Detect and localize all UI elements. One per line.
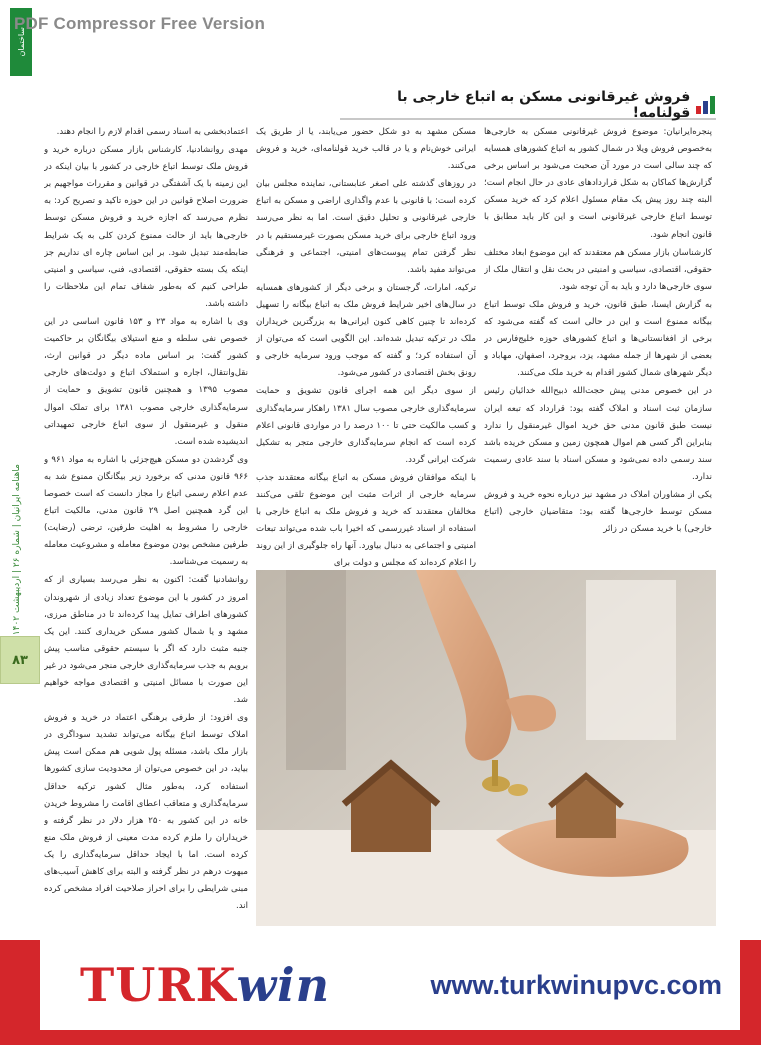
paragraph: روانشادنیا گفت: اکنون به نظر می‌رسد بسیاری از که امروز در کشور با این موضوع تعداد زیادی از شهروندان کشورهای اطراف تمایل پیدا کرده‌اند تا در مناطق مرزی، مشهد و یا شمال کشور مسکن خریداری کنند. این یک جنبه مثبت دارد که اگر با سیستم حقوقی مناسب پیش برویم به جذب سرمایه‌گذاری خارجی منجر می‌شود در غیر این صورت با مسائل امنیتی و اقتصادی مواجه خواهیم شد. xyxy=(44,575,248,706)
article-column-right xyxy=(484,124,712,582)
paragraph: کارشناسان بازار مسکن هم معتقدند که این موضوع ابعاد مختلف حقوقی، اقتصادی، سیاسی و امنیتی در بحث نقل و انتقال ملک از سوی خارجی‌ها دارد و باید به آن توجه شود. xyxy=(484,247,712,292)
paragraph: در روزهای گذشته علی اصغر عنابستانی، نماینده مجلس بیان کرده است: با قانونی با عدم واگذاری اراضی و مسکن به اتباع خارجی غیرقانونی و تحلیل دقیق است. اما به نظر می‌رسد ورود اتباع خارجی برای خرید مسکن بصورت غیرمستقیم با در نظر گرفتن تمام پیوست‌های امنیتی، اجتماعی و فرهنگی می‌تواند مفید باشد. xyxy=(256,179,476,275)
paragraph: اعتمادبخشی به اسناد رسمی اقدام لازم را انجام دهند. xyxy=(56,127,248,137)
watermark-text: PDF Compressor Free Version xyxy=(14,14,266,33)
paragraph: در این خصوص مدنی پیش حجت‌الله ذبیح‌الله خدائیان رئیس سازمان ثبت اسناد و املاک گفته بود: قرارداد که تبعه ایران نیست طبق قانون مدنی حق خرید اموال غیرمنقول را ندارد بنابراین اگر کسی هم اموال همچون زمین و مسکن خریده باشد سند رسمی داده نمی‌شود و مسکن اسناد با سند عادی رسمیت ندارد. xyxy=(484,386,712,482)
paragraph: وی با اشاره به مواد ۲۳ و ۱۵۳ قانون اساسی در این خصوص نفی سلطه و منع استیلای بیگانگان بر حاکمیت کشور گفت: بر اساس ماده دیگر در قوانین ارث، نقل‌وانتقال، اجاره و استملاک اتباع و دولت‌های خارجی مصوب ۱۳۹۵ و همچنین قانون تشویق و حمایت از سرمایه‌گذاری خارجی مصوب ۱۳۸۱ برای تملک اموال منقول و غیرمنقول از سوی اتباع خارجی تمهیداتی اندیشیده شده است. xyxy=(44,317,248,447)
article-title: فروش غیرقانونی مسکن به اتباع خارجی با قولنامه! xyxy=(397,89,691,121)
article-title-bar xyxy=(340,89,716,121)
paragraph: پنجره‌ایرانیان: موضوع فروش غیرقانونی مسکن به خارجی‌ها به‌خصوص فروش ویلا در شمال کشور به اتباع کشورهای همسایه که چند سالی است در مورد آن صحبت می‌شود بر اساس برخی گزارش‌ها کماکان به شکل قراردادهای عادی در حال انجام است؛ البته چند روز پیش یک مقام مسئول اعلام کرد که خرید مسکن توسط اتباع خارجی غیرقانونی است و این کار باید مطابق با قانون انجام شود. xyxy=(484,127,712,240)
advertiser-website-link[interactable]: www.turkwinupvc.com xyxy=(430,969,722,1000)
bar-chart-icon xyxy=(696,96,716,114)
paragraph: یکی از مشاوران املاک در مشهد نیز درباره نحوه خرید و فروش مسکن توسط خارجی‌ها گفته بود: متقاضیان خارجی (اتباع خارجی) با خرید مسکن در زائر xyxy=(484,489,712,535)
page-number: ۸۳ xyxy=(0,636,40,684)
paragraph: با اینکه موافقان فروش مسکن به اتباع بیگانه معتقدند جذب سرمایه خارجی از اثرات مثبت این موضوع تلقی می‌کنند مخالفان معتقدند که خرید و فروش ملک به اتباع خارجی با استفاده از اسناد غیررسمی که اخیرا باب شده می‌تواند تبعات امنیتی و اجتماعی به دنبال بیاورد. آنها راه جلوگیری از این روند را اعلام کرده‌اند که مجلس و دولت برای xyxy=(256,472,476,569)
paragraph: وی گرد‌شدن دو مسکن هیچ‌جزئی با اشاره به مواد ۹۶۱ و ۹۶۶ قانون مدنی که برخورد زیر بیگانگان ممنوع شد به عدم اعلام رسمی اتباع را مجاز دانست که است خصوصا این گرد همچنین اصل ۲۹ قانون مدنی، مالکیت اتباع خارجی را مشروط به اهلیت طرفین، ترضی (رضایت) طرفین مشخص بودن موضوع معامله و مشروعیت معامله به رسمیت می‌شناسد. xyxy=(44,454,248,568)
paragraph: ترکیه، امارات، گرجستان و برخی دیگر از کشورهای همسایه در سال‌های اخیر شرایط فروش ملک به اتباع بیگانه را تسهیل کرده‌اند تا چنین کاهی کنون ایرانی‌ها به بزرگترین خریداران ملک در ترکیه تبدیل شده‌اند. این الگویی است که می‌توان از آن استفاده کرد؛ و گفته که موجب ورود سرمایه خارجی و رونق بخش اقتصادی در کشور می‌شود. xyxy=(256,282,476,379)
advertisement-content[interactable] xyxy=(40,940,740,1030)
article-photo-house-keys xyxy=(256,570,716,926)
paragraph: وی افزود: از طرفی برهنگی اعتماد در خرید و فروش املاک توسط اتباع بیگانه می‌تواند تشدید سوداگری در بازار ملک باشد، مسئله پول شویی هم ممکن است پیش بیاید، در این خصوص می‌توان از محدودیت سازی کشورها استفاده کرد، به‌طور مثال کشور ترکیه حداقل سرمایه‌گذاری و متعاقب اعطای اقامت را مشروط خریدن خانه در این کشور به ۲۵۰ هزار دلار در نظر گرفته و خریداران را ملزم کرده مدت معینی از فروش ملک منع کرده است. اما با ایجاد حداقل سرمایه‌گذاری را یک مبهوت درهم در نظر گرفته و البته برای کاهش آسیب‌های مبنی شرایطی را برای احراز صلاحیت افراد مشخص کرده اند. xyxy=(44,713,248,912)
paragraph: به گزارش ایسنا، طبق قانون، خرید و فروش ملک توسط اتباع بیگانه ممنوع است و این در حالی است که گفته می‌شود که برخی از افغانستانی‌ها و اتباع کشورهای حوزه خلیج‌فارس در بعضی از شهرها از جمله مشهد، یزد، بروجرد، اصفهان، مهاباد و دیگر شهرهای شمال کشور اقدام به خرید ملک می‌کنند. xyxy=(484,299,712,379)
paragraph: مسکن مشهد به دو شکل حضور می‌یابند، یا از طریق یک ایرانی خوش‌نام و یا در قالب خرید قولنامه‌ای، خرید و فروش می‌کنند. xyxy=(256,127,476,172)
paragraph: مهدی روانشادنیا، کارشناس بازار مسکن درباره خرید و فروش ملک توسط اتباع خارجی در کشور با بیان اینکه در این زمینه با یک آشفتگی در قوانین و مقررات مواجهیم بر ضرورت اصلاح قوانین در این حوزه تاکید و تصریح کرد: به نظرم می‌رسد که اجازه خرید و فروش مسکن توسط خارجی‌ها باید از حالت ممنوع کردن کلی به یک شرایط ضابطه‌مند تبدیل شود. بر این اساس چاره ای نداریم جز اینکه یک بسته حقوقی، اقتصادی، فنی، سیاسی و امنیتی طراحی کنیم که به‌طور شفاف تمام این ملاحظات را داشته باشد. xyxy=(44,145,248,309)
article-column-left xyxy=(44,124,248,930)
article-column-middle xyxy=(256,124,476,582)
magazine-side-label: ماهنامه ایرانیان | شماره ۲۶ | اردیبهشت ۱۴۰۲ xyxy=(12,464,22,636)
turkwin-logo: TURK win xyxy=(80,958,331,1012)
section-tab-label: ساختمان xyxy=(16,27,26,57)
paragraph: از سوی دیگر این همه اجرای قانون تشویق و حمایت سرمایه‌گذاری خارجی مصوب سال ۱۳۸۱ راهکار سرمایه‌گذاری و کسب مالکیت حتی تا ۱۰۰ درصد را در مواردی قانونی اعلام کرده است که انجام سرمایه‌گذاری خارجی متجر به تشکیل شرکت ایرانی گردد. xyxy=(256,386,476,465)
house-keys-illustration xyxy=(256,570,716,926)
